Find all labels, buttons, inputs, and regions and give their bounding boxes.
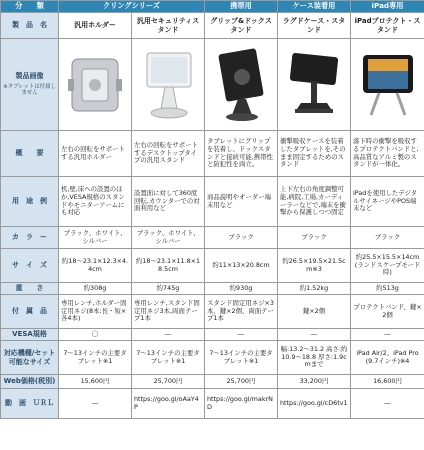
ipad-protect-image [351, 39, 424, 131]
compat-text: 7～13インチの主要タブレット※1 [132, 341, 205, 375]
image-note: ※タブレットは付属しません [3, 83, 56, 97]
size-text: 約18～23.1×11.8×18.5cm [132, 249, 205, 283]
group-ipad-only: iPad専用 [351, 1, 424, 13]
size-text: 約25.5×15.5×14cm(ランドスケープモード時) [351, 249, 424, 283]
vesa-value: ― [351, 329, 424, 341]
overview-text: 衝撃吸収ケースを装着したタブレットを,そのまま固定するためのスタンド [278, 131, 351, 177]
compat-text: 幅:13.2～31.2 高さ:約10.9～18.8 厚さ:1.9cmまで [278, 341, 351, 375]
size-text: 約18～23.1×12.3×4.4cm [59, 249, 132, 283]
group-case-mount: ケース装着用 [278, 1, 351, 13]
compat-text: iPad Air/2、iPad Pro(9.7インチ)※4 [351, 341, 424, 375]
weight-text: 約308g [59, 283, 132, 295]
overview-text: 落下時の衝撃を吸収するプロテクトバンドと,高品質なアルミ製のスタンドが一体化。 [351, 131, 424, 177]
usage-text: 上下左右の角度調整可能,病院,工場,カーディーラーなどで,端末を衝撃から保護しつつ固定 [278, 177, 351, 227]
usage-text: iPadを使用したデジタルサイネージやPOS端末など [351, 177, 424, 227]
label-price: Web価格(税別) [1, 375, 59, 389]
overview-text: 左右の回転をサポートする汎用ホルダー [59, 131, 132, 177]
price-value: 25,700円 [205, 375, 278, 389]
weight-text: 約930g [205, 283, 278, 295]
label-video-url: 動 画 ＵＲＬ [1, 389, 59, 419]
video-url-link[interactable]: https://goo.gl/cD6tv1 [278, 389, 351, 419]
weight-text: 約513g [351, 283, 424, 295]
compat-text: 7～13インチの主要タブレット※1 [205, 341, 278, 375]
compat-text: 7～13インチの主要タブレット※1 [59, 341, 132, 375]
accessories-text: スタンド固定用ネジ×3本、鍵×2個、両面テープ1本 [205, 295, 278, 329]
category-header: 分 類 [1, 1, 59, 13]
product-name: iPadプロテクト・スタンド [351, 13, 424, 39]
vesa-value: ― [205, 329, 278, 341]
group-cling-series: クリングシリーズ [59, 1, 205, 13]
accessories-text: 専用レンチ,ホルダー固定用ネジ(8本:長・短×各4本) [59, 295, 132, 329]
product-name: 汎用セキュリティスタンド [132, 13, 205, 39]
label-weight: 重 さ [1, 283, 59, 295]
label-color: カ ラ ー [1, 227, 59, 249]
label-size: サ イ ズ [1, 249, 59, 283]
price-value: 16,600円 [351, 375, 424, 389]
video-url: ― [59, 389, 132, 419]
label-product-image [1, 39, 59, 131]
vesa-holder-image [59, 39, 132, 131]
weight-text: 約1.52kg [278, 283, 351, 295]
weight-text: 約745g [132, 283, 205, 295]
color-text: ブラック [205, 227, 278, 249]
usage-text: 机,壁,床への設置のほか,VESA規格のスタンドやモニターアームにも対応 [59, 177, 132, 227]
usage-text: 商品説明やオーダー端末用など [205, 177, 278, 227]
security-stand-image [132, 39, 205, 131]
color-text: ブラック [278, 227, 351, 249]
grip-dock-image [205, 39, 278, 131]
size-text: 約26.5×19.5×21.5cm※3 [278, 249, 351, 283]
group-portable: 携帯用 [205, 1, 278, 13]
label-product-image-text: 製品画像 [15, 72, 44, 81]
price-value: 15,600円 [59, 375, 132, 389]
usage-text: 設置面に対して360度回転,カウンターでの対面利用など [132, 177, 205, 227]
label-accessories: 付 属 品 [1, 295, 59, 329]
rugged-stand-image [278, 39, 351, 131]
color-text: ブラック、ホワイト、シルバー [59, 227, 132, 249]
accessories-text: 鍵×2個 [278, 295, 351, 329]
label-usage: 用 途 例 [1, 177, 59, 227]
video-url-link[interactable]: https://goo.gl/makrND [205, 389, 278, 419]
overview-text: タブレットにグリップを装着し、ドックスタンドと接続可能,携帯性と防犯性を両立。 [205, 131, 278, 177]
color-text: ブラック [351, 227, 424, 249]
vesa-value: ― [132, 329, 205, 341]
label-overview: 概 要 [1, 131, 59, 177]
product-name: グリップ&ドックスタンド [205, 13, 278, 39]
size-text: 約11×13×20.8cm [205, 249, 278, 283]
label-vesa: VESA規格 [1, 329, 59, 341]
video-url: ― [351, 389, 424, 419]
color-text: ブラック、ホワイト、シルバー [132, 227, 205, 249]
product-name: 汎用ホルダー [59, 13, 132, 39]
label-product-name: 製 品 名 [1, 13, 59, 39]
video-url-link[interactable]: https://goo.gl/oAaY4P [132, 389, 205, 419]
price-value: 33,200円 [278, 375, 351, 389]
vesa-value: ― [278, 329, 351, 341]
product-name: ラグドケース・スタンド [278, 13, 351, 39]
price-value: 25,700円 [132, 375, 205, 389]
accessories-text: プロテクトバンド、鍵×2個 [351, 295, 424, 329]
accessories-text: 専用レンチ,スタンド固定用ネジ3本,両面テープ1本 [132, 295, 205, 329]
vesa-value: 〇 [59, 329, 132, 341]
overview-text: 左右の回転をサポートするデスクトップタイプの汎用スタンド [132, 131, 205, 177]
label-compat: 対応機種/セット可能なサイズ [1, 341, 59, 375]
